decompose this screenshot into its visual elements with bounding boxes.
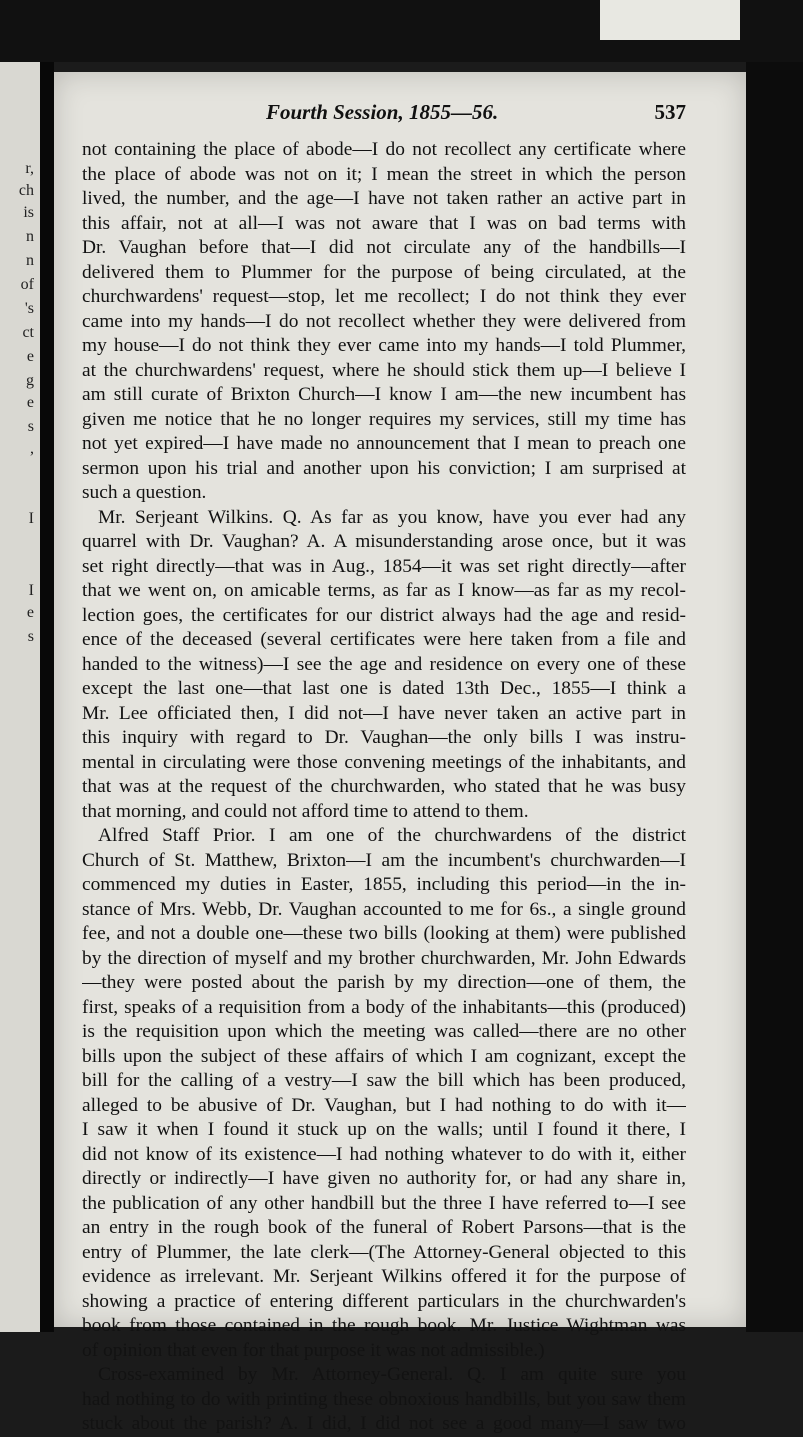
- text-line: Mr. Serjeant Wilkins. Q. As far as you know, have you ever had any: [98, 506, 686, 528]
- text-line: by the direction of myself and my brother churchwarden, Mr. John Edwards: [82, 947, 686, 969]
- left-page-fragment: of: [20, 276, 34, 293]
- text-line: alleged to be abusive of Dr. Vaughan, but I had nothing to do with it—: [82, 1094, 686, 1116]
- left-page-fragment: e: [26, 394, 34, 411]
- text-line: Alfred Staff Prior. I am one of the churchwardens of the district: [98, 825, 686, 846]
- text-line: not containing the place of abode—I do not recollect any certificate where: [82, 139, 686, 160]
- text-line: did not know of its existence—I had nothing whatever to do with it, either: [82, 1143, 686, 1165]
- text-line: set right directly—that was in Aug., 1854—it was set right directly—after: [82, 555, 686, 577]
- text-line: churchwardens' request—stop, let me recollect; I do not think they ever: [82, 286, 686, 307]
- text-line: Cross-examined by Mr. Attorney-General. Q. I am quite sure you: [98, 1364, 686, 1385]
- text-line: an entry in the rough book of the funeral of Robert Parsons—that is the: [82, 1217, 686, 1238]
- text-line: at the churchwardens' request, where he should stick them up—I believe I: [82, 359, 686, 381]
- left-page-fragment: ,: [30, 440, 34, 457]
- left-page-fragment: n: [26, 228, 34, 245]
- left-page-fragment: is: [23, 204, 34, 221]
- left-page-fragment: I: [28, 582, 34, 599]
- text-line: except the last one—that last one is dated 13th Dec., 1855—I think a: [82, 678, 686, 699]
- body-text: [82, 138, 686, 1437]
- page-number: 537: [654, 100, 686, 124]
- page-title: Fourth Session, 1855—56.: [266, 100, 499, 124]
- text-line: first, speaks of a requisition from a body of the inhabitants—this (produced): [82, 996, 686, 1018]
- text-line: this inquiry with regard to Dr. Vaughan—the only bills I was instru-: [82, 727, 686, 748]
- text-line: lived, the number, and the age—I have not taken rather an active part in: [82, 188, 686, 209]
- text-line: given me notice that he no longer requires my services, still my time has: [82, 408, 686, 430]
- text-line: —they were posted about the parish by my direction—one of them, the: [82, 972, 686, 993]
- text-line: bills upon the subject of these affairs of which I am cognizant, except the: [82, 1045, 686, 1067]
- text-line: Church of St. Matthew, Brixton—I am the incumbent's churchwarden—I: [82, 849, 686, 871]
- text-line: is the requisition upon which the meeting was called—there are no other: [82, 1021, 686, 1042]
- text-line: that we went on, on amicable terms, as far as I know—as far as my recol-: [82, 580, 686, 601]
- text-line: lection goes, the certificates for our district always had the age and resid-: [82, 604, 686, 626]
- text-line: delivered them to Plummer for the purpose of being circulated, at the: [82, 261, 686, 283]
- scan-top-strip: [600, 0, 740, 40]
- left-page-fragment: s: [27, 418, 34, 435]
- text-line: not yet expired—I have made no announcement that I mean to preach one: [82, 433, 686, 454]
- text-line: stuck about the parish? A. I did, I did not see a good many—I saw two: [82, 1413, 686, 1434]
- text-line: bill for the calling of a vestry—I saw the bill which has been produced,: [82, 1070, 686, 1091]
- text-line: such a question.: [82, 482, 207, 503]
- text-line: my house—I do not think they ever came into my hands—I told Plummer,: [82, 335, 686, 356]
- left-page-fragment: e: [26, 348, 34, 365]
- text-line: stance of Mrs. Webb, Dr. Vaughan accounted to me for 6s., a single ground: [82, 898, 686, 920]
- text-line: showing a practice of entering different particulars in the churchwarden's: [82, 1290, 686, 1312]
- left-page-fragment: g: [26, 372, 34, 389]
- left-page-fragment: e: [26, 604, 34, 621]
- text-line: the place of abode was not on it; I mean the street in which the person: [82, 163, 686, 185]
- text-line: mental in circulating were those convening meetings of the inhabitants, and: [82, 751, 686, 773]
- text-line: am still curate of Brixton Church—I know I am—the new incumbent has: [82, 384, 686, 405]
- text-line: I saw it when I found it stuck up on the walls; until I found it there, I: [82, 1119, 686, 1140]
- left-page-fragment: n: [26, 252, 34, 269]
- book-page: [54, 72, 746, 1434]
- left-page-fragment: ct: [22, 324, 34, 341]
- left-page-fragment: 's: [24, 300, 34, 317]
- left-page-fragment: ch: [18, 182, 34, 199]
- text-line: Mr. Lee officiated then, I did not—I have never taken an active part in: [82, 702, 686, 724]
- text-line: Dr. Vaughan before that—I did not circulate any of the handbills—I: [82, 237, 686, 258]
- scan-right-margin: [746, 62, 803, 1332]
- text-line: ence of the deceased (several certificates were here taken from a file and: [82, 629, 686, 650]
- text-line: had nothing to do with printing these obnoxious handbills, but you saw them: [82, 1388, 686, 1410]
- text-line: entry of Plummer, the late clerk—(The Attorney-General objected to this: [82, 1241, 686, 1263]
- text-line: handed to the witness)—I see the age and residence on every one of these: [82, 653, 686, 675]
- text-line: book from those contained in the rough book. Mr. Justice Wightman was: [82, 1315, 686, 1336]
- text-line: this affair, not at all—I was not aware that I was on bad terms with: [82, 212, 686, 234]
- left-page-edge: [0, 62, 40, 1332]
- text-line: came into my hands—I do not recollect whether they were delivered from: [82, 310, 686, 332]
- book-gutter: [40, 62, 54, 1332]
- text-line: the publication of any other handbill but the three I have referred to—I see: [82, 1192, 686, 1214]
- left-page-fragment: r,: [25, 160, 34, 177]
- left-page-fragment: I: [28, 510, 34, 527]
- text-line: evidence as irrelevant. Mr. Serjeant Wilkins offered it for the purpose of: [82, 1266, 686, 1287]
- text-line: quarrel with Dr. Vaughan? A. A misunderstanding arose once, but it was: [82, 531, 686, 552]
- text-line: commenced my duties in Easter, 1855, including this period—in the in-: [82, 874, 686, 895]
- text-line: that was at the request of the churchwarden, who stated that he was busy: [82, 776, 686, 797]
- text-line: fee, and not a double one—these two bills (looking at them) were published: [82, 923, 686, 944]
- running-header: [54, 100, 746, 130]
- text-line: sermon upon his trial and another upon his conviction; I am surprised at: [82, 457, 686, 479]
- text-line: that morning, and could not afford time to attend to them.: [82, 800, 529, 822]
- left-page-fragment: s: [27, 628, 34, 645]
- text-line: directly or indirectly—I have given no authority for, or had any share in,: [82, 1168, 686, 1189]
- text-line: of opinion that even for that purpose it was not admissible.): [82, 1339, 545, 1361]
